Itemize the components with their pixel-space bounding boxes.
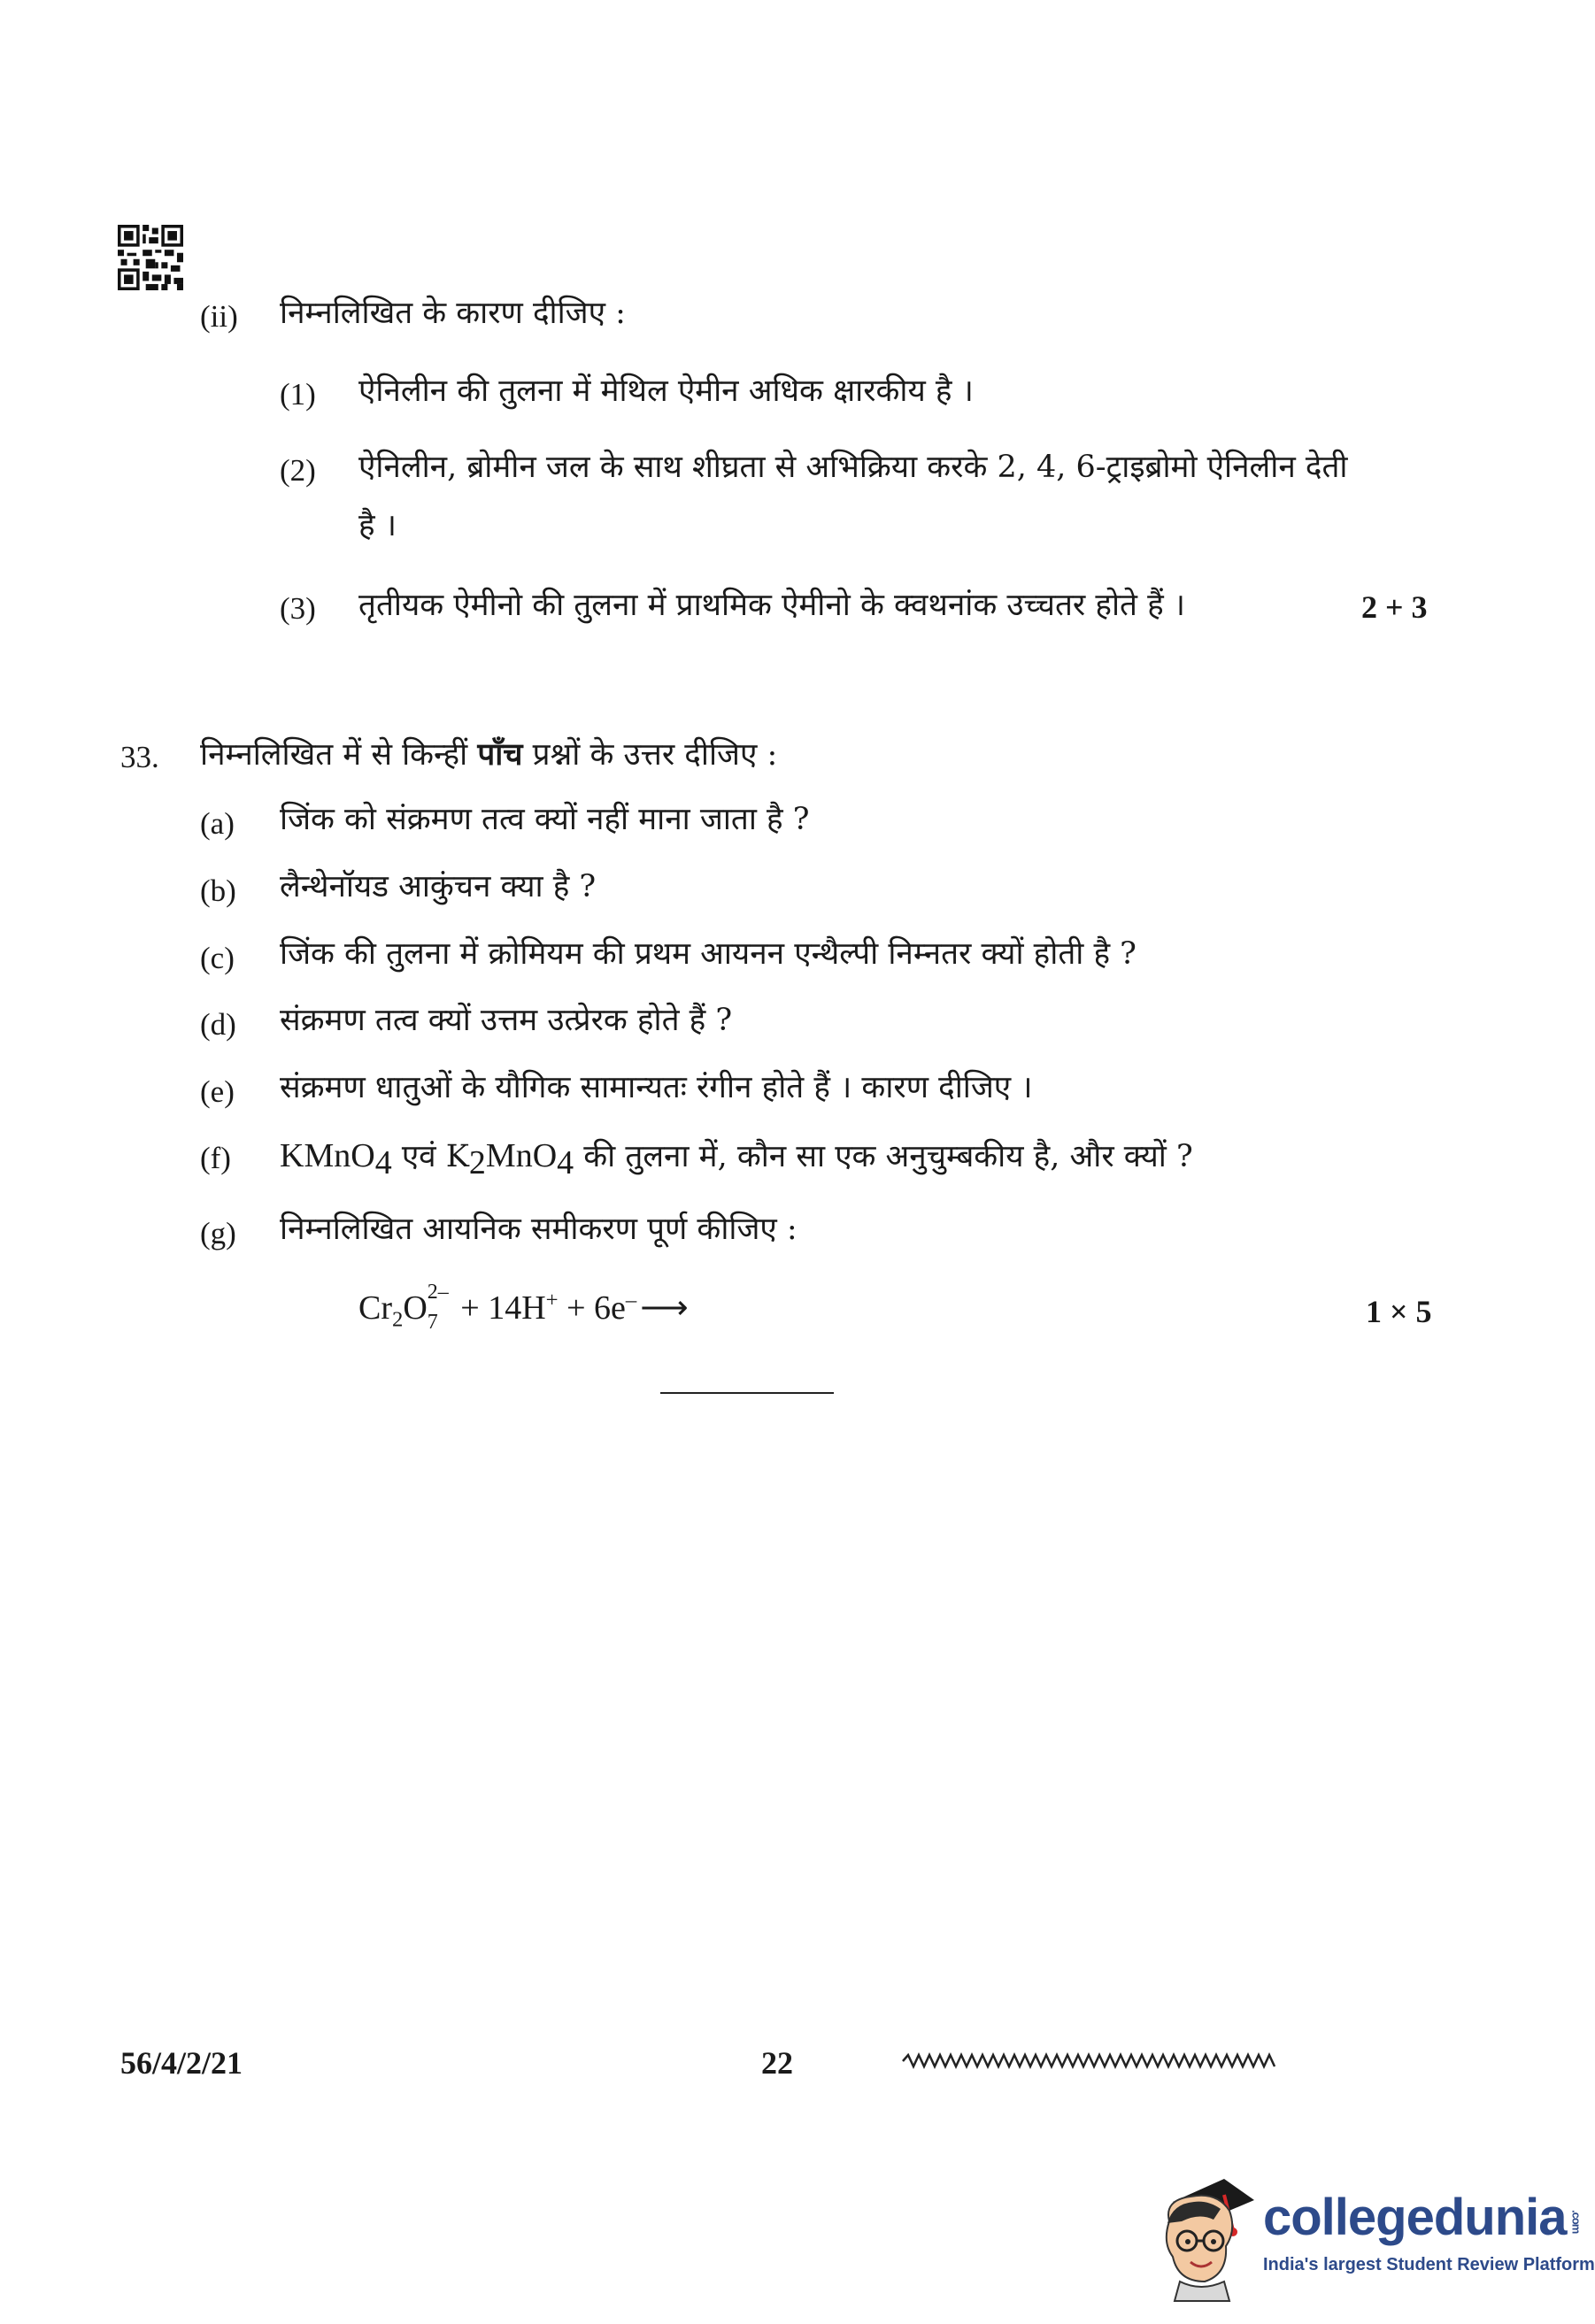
question-text-bold: पाँच	[477, 736, 523, 773]
item-1-label: (1)	[280, 377, 316, 412]
eq-o-sup: 2–	[427, 1281, 449, 1304]
item-f-label: (f)	[200, 1141, 231, 1175]
wavy-line	[903, 2051, 1273, 2071]
item-f-text	[280, 1135, 1193, 1185]
item-2-label: (2)	[280, 453, 316, 488]
logo-tagline: India's largest Student Review Platform	[1263, 2255, 1595, 2274]
item-2-text-continued: है ।	[358, 508, 397, 543]
item-g-text: निम्नलिखित आयनिक समीकरण पूर्ण कीजिए :	[280, 1212, 798, 1247]
item-3-label: (3)	[280, 591, 316, 626]
and-k2: एवं K	[401, 1139, 469, 1174]
eq-e: + 6e	[558, 1289, 626, 1327]
mascot-icon	[1155, 2168, 1261, 2301]
logo-name	[1263, 2188, 1583, 2247]
item-3-text: तृतीयक ऐमीनो की तुलना में प्राथमिक ऐमीनो के क्वथनांक उच्चतर होते हैं ।	[358, 588, 1186, 623]
qr-code	[118, 225, 183, 290]
ionic-equation	[358, 1281, 689, 1334]
eq-cr-sub: 2	[392, 1307, 404, 1332]
item-b-text: लैन्थेनॉयड आकुंचन क्या है ?	[280, 869, 597, 904]
eq-arrow: ⟶	[640, 1289, 689, 1327]
item-c-text: जिंक की तुलना में क्रोमियम की प्रथम आयनन एन्थैल्पी निम्नतर क्यों होती है ?	[280, 936, 1137, 972]
collegedunia-logo	[1155, 2159, 1595, 2310]
part-ii-marks: 2 + 3	[1361, 589, 1428, 625]
kmno4-formula: KMnO	[280, 1137, 375, 1174]
mno4-subscript: 4	[557, 1144, 574, 1181]
part-ii-label: (ii)	[200, 299, 238, 334]
item-d-text: संक्रमण तत्व क्यों उत्तम उत्प्रेरक होते हैं ?	[280, 1003, 733, 1038]
item-b-label: (b)	[200, 873, 236, 908]
item-1-text: ऐनिलीन की तुलना में मेथिल ऐमीन अधिक क्षारकीय है ।	[358, 373, 974, 409]
item-f-text-post: की तुलना में, कौन सा एक अनुचुम्बकीय है, और क्यों ?	[583, 1139, 1193, 1174]
q33-marks: 1 × 5	[1366, 1294, 1432, 1329]
eq-o: O	[403, 1289, 428, 1327]
logo-suffix: .com	[1569, 2209, 1583, 2233]
question-text-post: प्रश्नों के उत्तर दीजिए :	[532, 737, 778, 773]
part-ii-text: निम्नलिखित के कारण दीजिए :	[280, 296, 626, 331]
eq-h-sup: +	[545, 1288, 559, 1312]
question-33-text	[200, 735, 777, 775]
paper-code: 56/4/2/21	[120, 2045, 243, 2081]
item-a-text: जिंक को संक्रमण तत्व क्यों नहीं माना जाता है ?	[280, 802, 810, 837]
page-number: 22	[761, 2045, 793, 2081]
eq-e-sup: –	[625, 1288, 637, 1312]
end-rule	[660, 1392, 834, 1394]
eq-cr: Cr	[358, 1289, 392, 1327]
item-e-label: (e)	[200, 1074, 235, 1109]
mno4-formula: MnO	[485, 1137, 558, 1174]
logo-name-text: collegedunia	[1263, 2189, 1567, 2246]
item-e-text: संक्रमण धातुओं के यौगिक सामान्यतः रंगीन होते हैं । कारण दीजिए ।	[280, 1070, 1033, 1105]
item-d-label: (d)	[200, 1007, 236, 1042]
item-2-text: ऐनिलीन, ब्रोमीन जल के साथ शीघ्रता से अभिक्रिया करके 2, 4, 6-ट्राइब्रोमो ऐनिलीन देती	[358, 450, 1348, 485]
kmno4-subscript: 4	[374, 1144, 392, 1181]
eq-o-sub: 7	[427, 1311, 438, 1334]
item-c-label: (c)	[200, 941, 235, 975]
question-number: 33.	[120, 740, 159, 774]
k2-subscript: 2	[468, 1144, 486, 1181]
item-g-label: (g)	[200, 1216, 236, 1250]
eq-h: + 14H	[451, 1289, 546, 1327]
item-a-label: (a)	[200, 806, 235, 841]
question-text-pre: निम्नलिखित में से किन्हीं	[200, 737, 468, 773]
